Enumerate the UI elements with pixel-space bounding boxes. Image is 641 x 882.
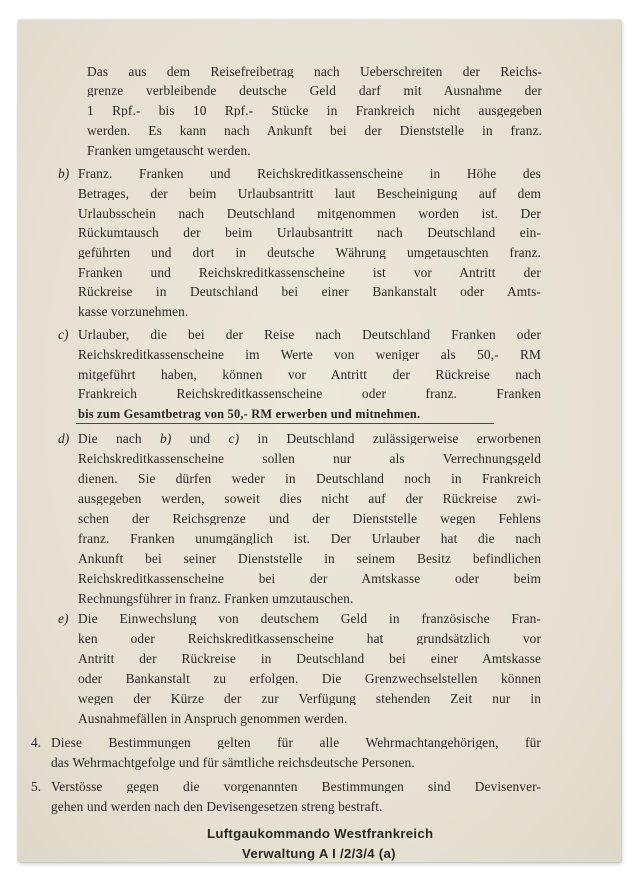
- item-d-label: d): [58, 431, 70, 446]
- text-span: in Deutschland zulässigerweise erworbenen: [239, 432, 541, 446]
- item-c-emphasis-line: bis zum Gesamtbetrag von 50,- RM erwerben und mitnehmen.: [78, 407, 421, 421]
- item-d-line: Rechnungsführer in franz. Franken umzutauschen.: [78, 591, 354, 606]
- item-d-line: Ankunft bei seiner Dienststelle in seinem Besitz befindlichen: [78, 552, 541, 566]
- item-d-first-line: [78, 432, 541, 445]
- item-4-line: das Wehrmachtgefolge und für sämtliche reichsdeutsche Personen.: [51, 755, 415, 770]
- item-c-line: mitgeführt haben, können vor Antritt der Rückreise nach: [78, 368, 541, 382]
- item-d-line: ausgegeben werden, soweit dies nicht auf der Rückreise zwi-: [78, 492, 541, 506]
- item-c-line: Reichskreditkassenscheine im Werte von weniger als 50,- RM: [78, 348, 541, 362]
- intro-line: 1 Rpf.- bis 10 Rpf.- Stücke in Frankreich nicht ausgegeben: [87, 104, 542, 118]
- underline-rule: [76, 423, 494, 424]
- item-5-number: 5.: [31, 779, 42, 794]
- document-page: [18, 20, 621, 862]
- intro-line: Franken umgetauscht werden.: [87, 143, 251, 158]
- item-4-line: Diese Bestimmungen gelten für alle Wehrmachtangehörigen, für: [51, 736, 541, 750]
- intro-line: grenze verbleibende deutsche Geld darf mit Ausnahme der: [87, 84, 542, 98]
- item-d-line: schen der Reichsgrenze und der Dienststelle wegen Fehlens: [78, 512, 541, 526]
- ref-c: c): [228, 432, 240, 446]
- signature-department: Verwaltung A I /2/3/4 (a): [242, 846, 396, 861]
- item-b-line: Betrages, der beim Urlaubsantritt laut Bescheinigung auf dem: [78, 187, 541, 201]
- item-b-line: Franken und Reichskreditkassenscheine ist vor Antritt der: [78, 266, 541, 280]
- item-d-line: dienen. Sie dürfen weder in Deutschland noch in Frankreich: [78, 472, 541, 486]
- item-e-line: wegen der Kürze der zur Verfügung stehenden Zeit nur in: [78, 692, 541, 706]
- signature-issuer: Luftgaukommando Westfrankreich: [207, 826, 434, 841]
- item-e-label: e): [58, 611, 69, 626]
- item-b-line: geführten und dort in deutsche Währung umgetauschten franz.: [78, 246, 541, 260]
- item-b-line: Rückreise in Deutschland bei einer Bankanstalt oder Amts-: [78, 285, 541, 299]
- text-span: Die nach: [78, 432, 161, 446]
- item-b-line: Franz. Franken und Reichskreditkassenscheine in Höhe des: [78, 167, 541, 181]
- item-c-label: c): [58, 327, 69, 342]
- item-c-line: Frankreich Reichskreditkassenscheine oder franz. Franken: [78, 387, 541, 401]
- item-e-line: Die Einwechslung von deutschem Geld in französische Fran-: [78, 612, 541, 626]
- item-d-line: Reichskreditkassenscheine sollen nur als Verrechnungsgeld: [78, 452, 541, 466]
- intro-line: Das aus dem Reisefreibetrag nach Ueberschreiten der Reichs-: [87, 65, 542, 79]
- item-5-line: gehen und werden nach den Devisengesetzen streng bestraft.: [51, 799, 383, 814]
- item-e-line: ken oder Reichskreditkassenscheine hat grundsätzlich vor: [78, 632, 541, 646]
- item-e-line: Antritt der Rückreise in Deutschland bei einer Amtskasse: [78, 652, 541, 666]
- text-span: und: [171, 432, 229, 446]
- ref-b: b): [160, 432, 172, 446]
- item-b-line: kasse vorzunehmen.: [78, 304, 189, 319]
- item-e-line: Ausnahmefällen in Anspruch genommen werden.: [78, 711, 348, 726]
- item-d-line: franz. Franken unumgänglich ist. Der Urlauber hat die nach: [78, 532, 541, 546]
- item-b-line: Rückumtausch der beim Urlaubsantritt nach Deutschland ein-: [78, 226, 541, 240]
- item-b-line: Urlaubsschein nach Deutschland mitgenommen worden ist. Der: [78, 207, 541, 221]
- item-c-line: Urlauber, die bei der Reise nach Deutschland Franken oder: [78, 328, 541, 342]
- item-4-number: 4.: [31, 735, 42, 750]
- item-d-line: Reichskreditkassenscheine bei der Amtskasse oder beim: [78, 572, 541, 586]
- item-e-line: oder Bankanstalt zu erfolgen. Die Grenzwechselstellen können: [78, 672, 541, 686]
- item-5-line: Verstösse gegen die vorgenannten Bestimmungen sind Devisenver-: [51, 780, 541, 794]
- item-b-label: b): [58, 166, 70, 181]
- intro-line: werden. Es kann nach Ankunft bei der Dienststelle in franz.: [87, 124, 542, 138]
